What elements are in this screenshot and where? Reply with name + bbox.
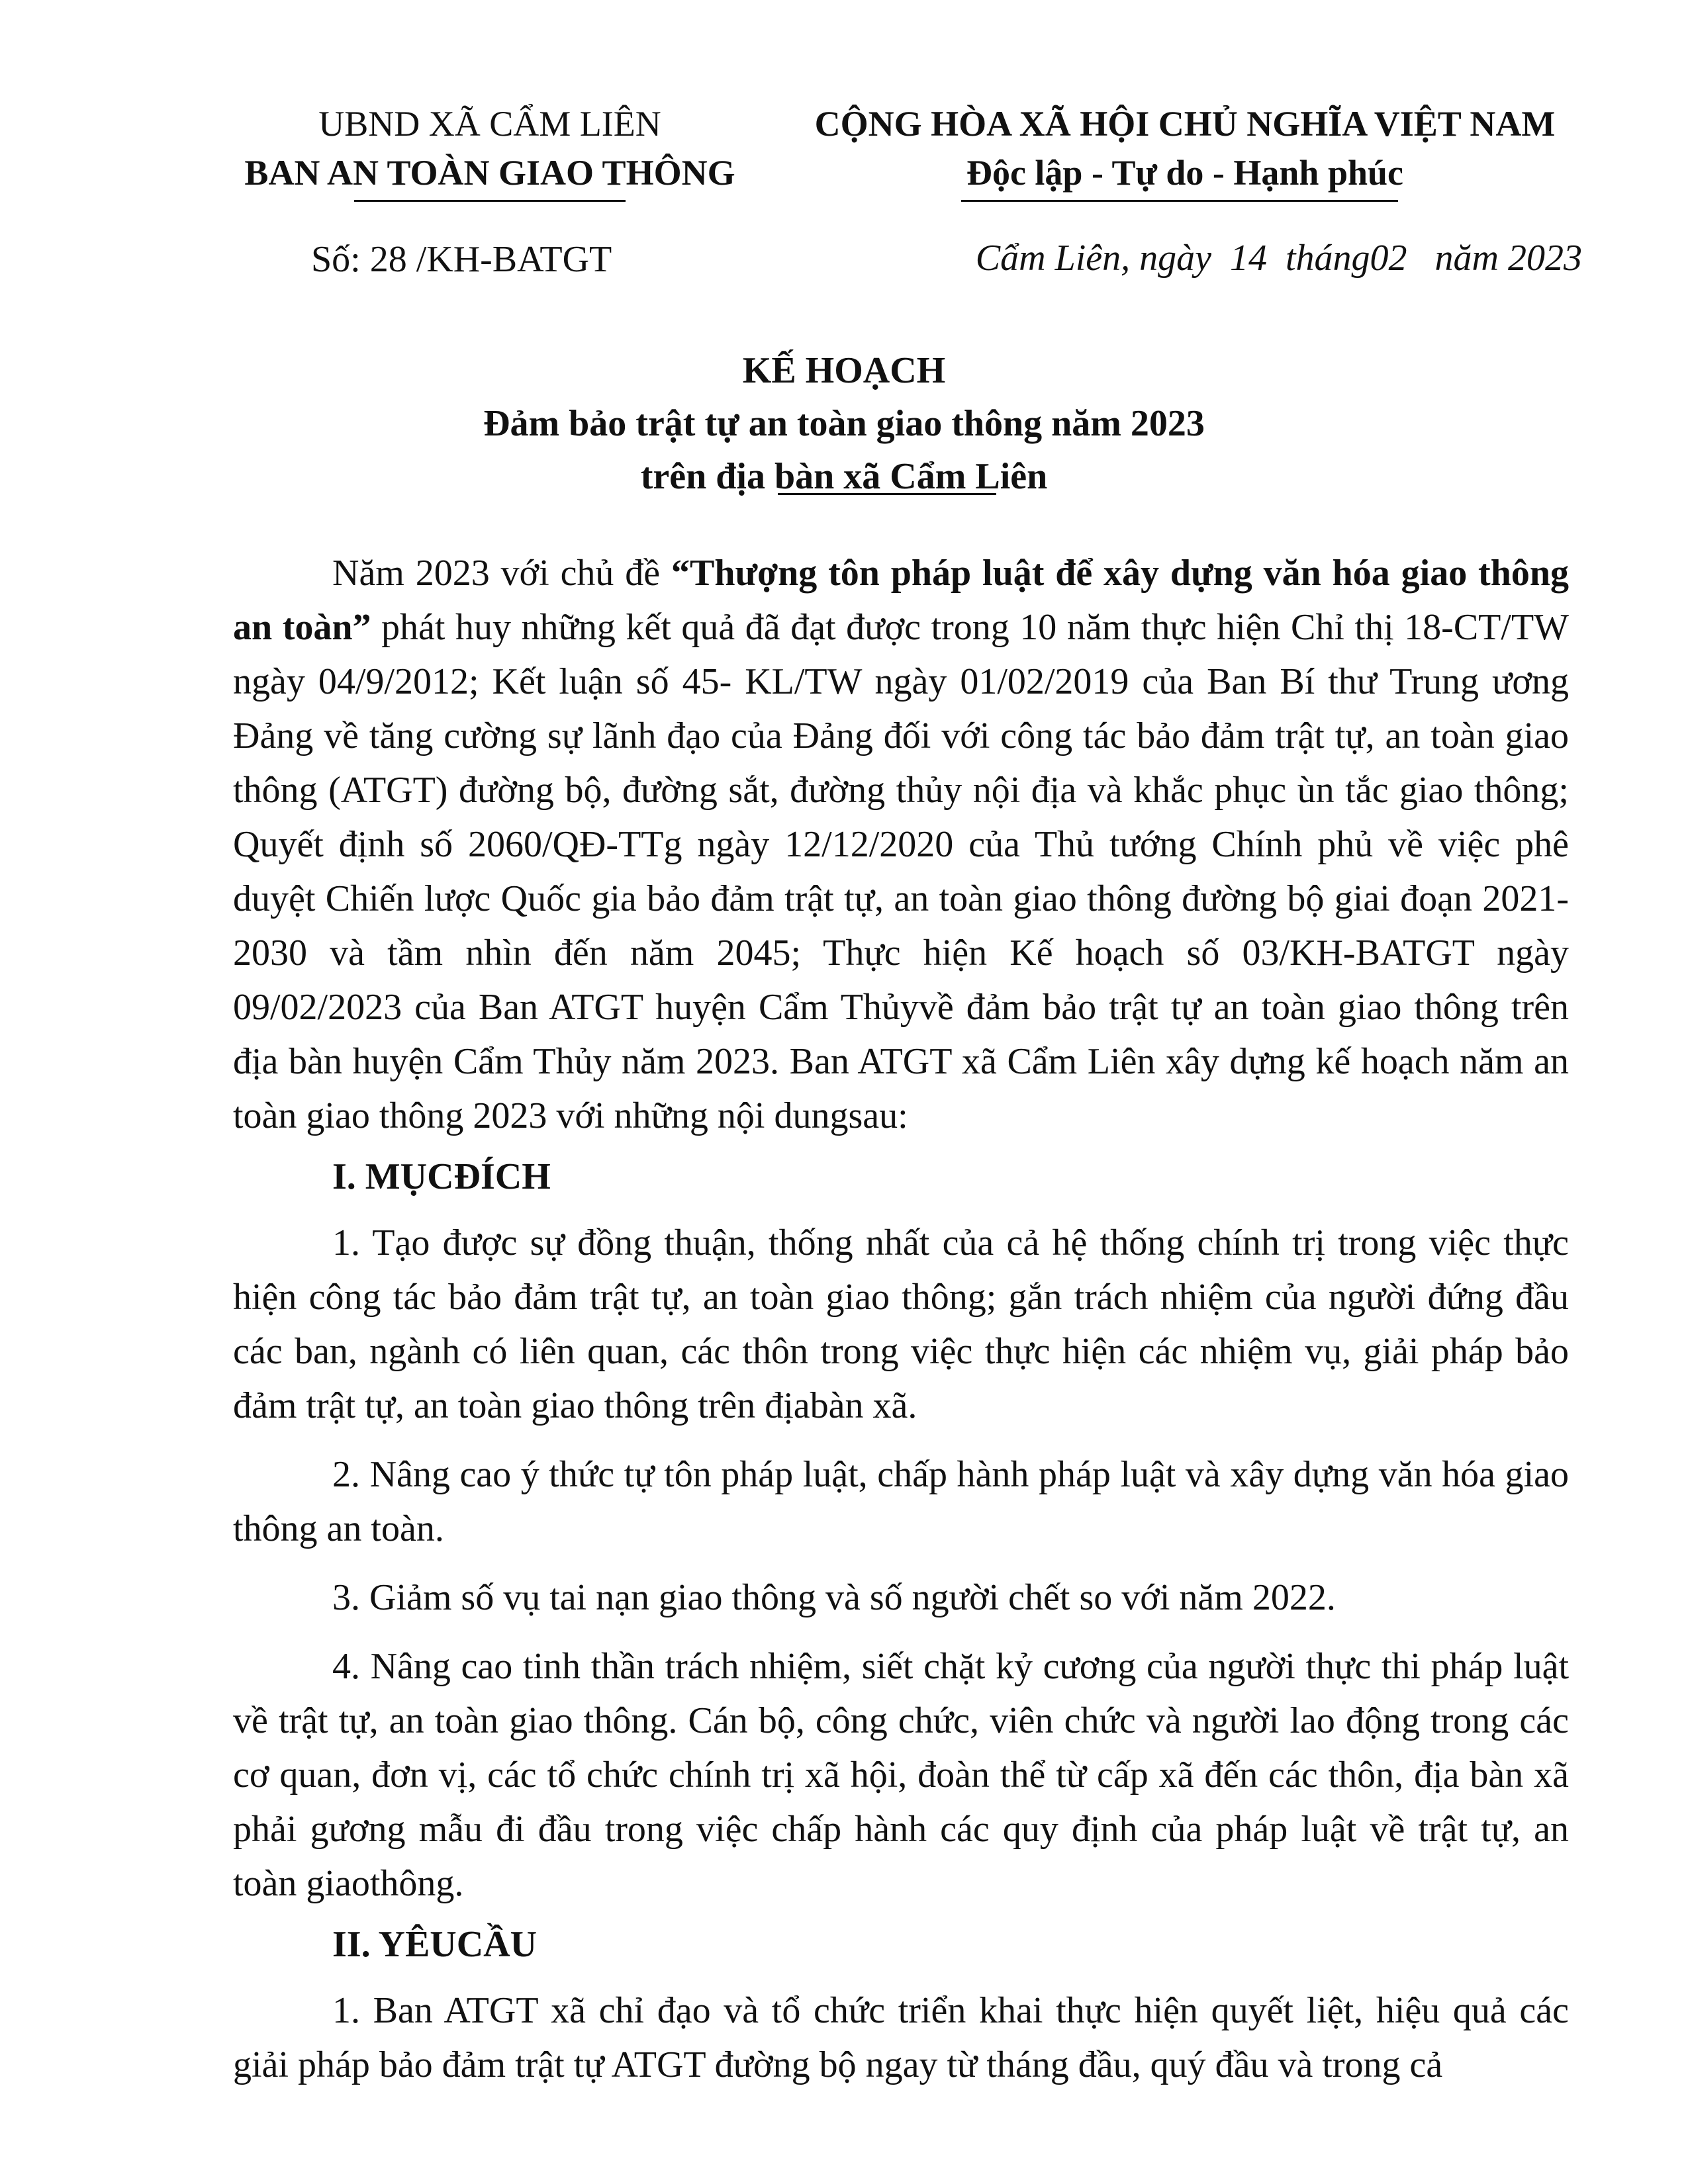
title-main: KẾ HOẠCH bbox=[742, 350, 946, 391]
purpose-item-4: 4. Nâng cao tinh thần trách nhiệm, siết chặt kỷ cương của người thực thi pháp luật về trật tự, an toàn giao thông. Cán bộ, công chức, viên chức và người lao động trong các cơ quan, đơn vị, các tổ chức chính trị xã hội, đoàn thể từ cấp xã đến các thôn, địa bàn xã phải gương mẫu đi đầu trong việc chấp hành các quy định của pháp luật về trật tự, an toàn giaothông. bbox=[233, 1646, 1569, 1904]
agency-name: BAN AN TOÀN GIAO THÔNG bbox=[244, 153, 735, 193]
title-subtitle-line2: trên địa bàn xã Cẩm Liên bbox=[640, 456, 1048, 497]
intro-paragraph bbox=[233, 546, 1569, 1143]
section-heading-requirements: II. YÊUCẦU bbox=[332, 1924, 538, 1965]
national-motto bbox=[794, 99, 1575, 197]
document-number: Số: 28 /KH-BATGT bbox=[311, 239, 612, 280]
purpose-item-2: 2. Nâng cao ý thức tự tôn pháp luật, chấp hành pháp luật và xây dựng văn hóa giao thông an toàn. bbox=[233, 1454, 1569, 1549]
title-underline bbox=[778, 493, 996, 495]
issuing-agency bbox=[218, 99, 761, 197]
country-name: CỘNG HÒA XÃ HỘI CHỦ NGHĨA VIỆT NAM bbox=[814, 104, 1556, 144]
agency-underline bbox=[354, 200, 626, 202]
document-body bbox=[233, 546, 1569, 2107]
requirement-item-1: 1. Ban ATGT xã chỉ đạo và tổ chức triển khai thực hiện quyết liệt, hiệu quả các giải pháp bảo đảm trật tự ATGT đường bộ ngay từ tháng đầu, quý đầu và trong cả bbox=[233, 1990, 1569, 2085]
document-date: Cẩm Liên, ngày 14 tháng02 năm 2023 bbox=[975, 238, 1582, 279]
intro-theme: “Thượng tôn pháp luật để xây dựng văn hóa giao thông an toàn” bbox=[233, 553, 1569, 648]
motto-underline bbox=[961, 200, 1398, 202]
purpose-item-3: 3. Giảm số vụ tai nạn giao thông và số người chết so với năm 2022. bbox=[332, 1577, 1336, 1618]
agency-parent-name: UBND XÃ CẨM LIÊN bbox=[318, 104, 661, 144]
intro-rest: phát huy những kết quả đã đạt được trong 10 năm thực hiện Chỉ thị 18-CT/TW ngày 04/9/2012; Kết luận số 45- KL/TW ngày 01/02/2019 của Ban Bí thư Trung ương Đảng về tăng cường sự lãnh đạo của Đảng đối với công tác bảo đảm trật tự, an toàn giao thông (ATGT) đường bộ, đường sắt, đường thủy nội địa và khắc phục ùn tắc giao thông; Quyết định số 2060/QĐ-TTg ngày 12/12/2020 của Thủ tướng Chính phủ về việc phê duyệt Chiến lược Quốc gia bảo đảm trật tự, an toàn giao thông đường bộ giai đoạn 2021-2030 và tầm nhìn đến năm 2045; Thực hiện Kế hoạch số 03/KH-BATGT ngày 09/02/2023 của Ban ATGT huyện Cẩm Thủyvề đảm bảo trật tự an toàn giao thông trên địa bàn huyện Cẩm Thủy năm 2023. Ban ATGT xã Cẩm Liên xây dựng kế hoạch năm an toàn giao thông 2023 với những nội dungsau: bbox=[233, 607, 1570, 1136]
motto: Độc lập - Tự do - Hạnh phúc bbox=[966, 153, 1404, 193]
title-subtitle-line1: Đảm bảo trật tự an toàn giao thông năm 2023 bbox=[483, 403, 1205, 444]
section-heading-purpose: I. MỤCĐÍCH bbox=[332, 1156, 551, 1197]
document-title bbox=[0, 344, 1688, 503]
purpose-item-1: 1. Tạo được sự đồng thuận, thống nhất của cả hệ thống chính trị trong việc thực hiện công tác bảo đảm trật tự, an toàn giao thông; gắn trách nhiệm của người đứng đầu các ban, ngành có liên quan, các thôn trong việc thực hiện các nhiệm vụ, giải pháp bảo đảm trật tự, an toàn giao thông trên địabàn xã. bbox=[233, 1222, 1569, 1426]
intro-prefix: Năm 2023 với chủ đề bbox=[332, 553, 671, 594]
